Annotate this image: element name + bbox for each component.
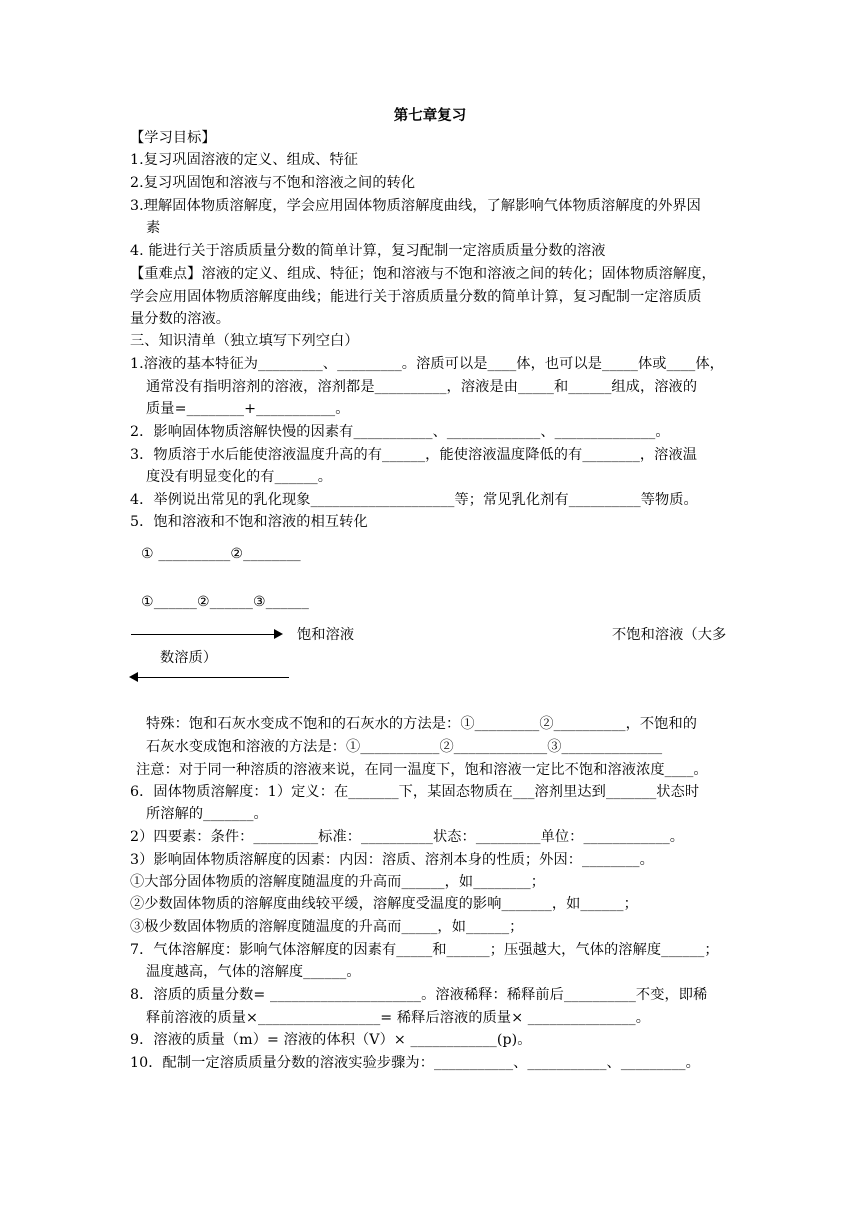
left-arrow <box>137 677 289 678</box>
question-10: 10．配制一定溶质质量分数的溶液实验步骤为：___________、___________、_________。 <box>130 1055 700 1071</box>
attention-note: 注意：对于同一种溶质的溶液来说，在同一温度下，饱和溶液一定比不饱和溶液浓度____。 <box>136 762 708 778</box>
goal-item: 2.复习巩固饱和溶液与不饱和溶液之间的转化 <box>130 175 416 191</box>
question-2: 2．影响固体物质溶解快慢的因素有___________、_____________、______________。 <box>130 424 670 440</box>
question-6-item-3: ③极少数固体物质的溶解度随温度的升高而_____，如______； <box>130 919 524 935</box>
key-points-cont: 学会应用固体物质溶解度曲线；能进行关于溶质质量分数的简单计算，复习配制一定溶质质 <box>130 289 702 305</box>
diagram-blanks-top: ① __________②________ <box>141 546 301 562</box>
special-note-cont: 石灰水变成饱和溶液的方法是：①___________②_____________③______________ <box>146 739 663 755</box>
right-arrow <box>131 634 275 635</box>
saturated-solution-label: 饱和溶液 <box>297 627 355 643</box>
key-points-cont: 量分数的溶液。 <box>130 311 231 327</box>
question-7: 7．气体溶解度：影响气体溶解度的因素有_____和______；压强越大，气体的溶解度______； <box>130 942 719 958</box>
special-note: 特殊：饱和石灰水变成不饱和的石灰水的方法是：①_________②__________，不饱和的 <box>146 716 698 732</box>
question-1-cont: 通常没有指明溶剂的溶液，溶剂都是__________，溶液是由_____和______组成，溶液的 <box>146 379 698 395</box>
question-6-part-2: 2）四要素：条件：_________标准：__________状态：_________单位：____________。 <box>130 829 685 845</box>
question-1: 1.溶液的基本特征为_________、_________。溶质可以是____体，也可以是_____体或____体， <box>130 356 724 372</box>
question-3: 3．物质溶于水后能使溶液温度升高的有______，能使溶液温度降低的有________，溶液温 <box>130 447 698 463</box>
goal-item: 1.复习巩固溶液的定义、组成、特征 <box>130 152 359 168</box>
goal-item: 4. 能进行关于溶质质量分数的简单计算，复习配制一定溶质质量分数的溶液 <box>130 243 606 259</box>
goal-item: 3.理解固体物质溶解度，学会应用固体物质溶解度曲线，了解影响气体物质溶解度的外界因 <box>130 198 701 214</box>
document-title: 第七章复习 <box>393 108 467 124</box>
diagram-blanks-middle: ①______②______③______ <box>141 594 309 610</box>
question-3-cont: 度没有明显变化的有______。 <box>146 469 333 485</box>
question-8: 8．溶质的质量分数= _____________________。溶液稀释：稀释前后__________不变，即稀 <box>130 987 708 1003</box>
question-6: 6．固体物质溶解度：1）定义：在_______下，某固态物质在___溶剂里达到_______状态时 <box>130 784 700 800</box>
question-6-cont: 所溶解的_______。 <box>146 806 268 822</box>
question-6-item-1: ①大部分固体物质的溶解度随温度的升高而______，如________； <box>130 874 546 890</box>
question-4: 4．举例说出常见的乳化现象____________________等；常见乳化剂有__________等物质。 <box>130 492 698 508</box>
section-heading-goals: 【学习目标】 <box>130 130 216 146</box>
question-6-part-3: 3）影响固体物质溶解度的因素：内因：溶质、溶剂本身的性质；外因：________。 <box>130 852 654 868</box>
key-points: 【重难点】溶液的定义、组成、特征；饱和溶液与不饱和溶液之间的转化；固体物质溶解度， <box>130 266 716 282</box>
question-8-cont: 释前溶液的质量×_________________= 稀释后溶液的质量× _______________。 <box>146 1010 650 1026</box>
unsaturated-solution-label-cont: 数溶质） <box>160 650 218 666</box>
question-9: 9．溶液的质量（m）= 溶液的体积（V）× ____________(p)。 <box>130 1032 532 1048</box>
unsaturated-solution-label: 不饱和溶液（大多 <box>612 627 727 643</box>
question-6-item-2: ②少数固体物质的溶解度曲线较平缓，溶解度受温度的影响_______，如______； <box>130 896 638 912</box>
question-1-cont: 质量=________+___________。 <box>146 401 350 417</box>
question-7-cont: 温度越高，气体的溶解度______。 <box>146 964 361 980</box>
section-heading-knowledge: 三、知识清单（独立填写下列空白） <box>130 333 359 349</box>
question-5: 5．饱和溶液和不饱和溶液的相互转化 <box>130 514 368 530</box>
goal-item-cont: 素 <box>146 220 161 236</box>
